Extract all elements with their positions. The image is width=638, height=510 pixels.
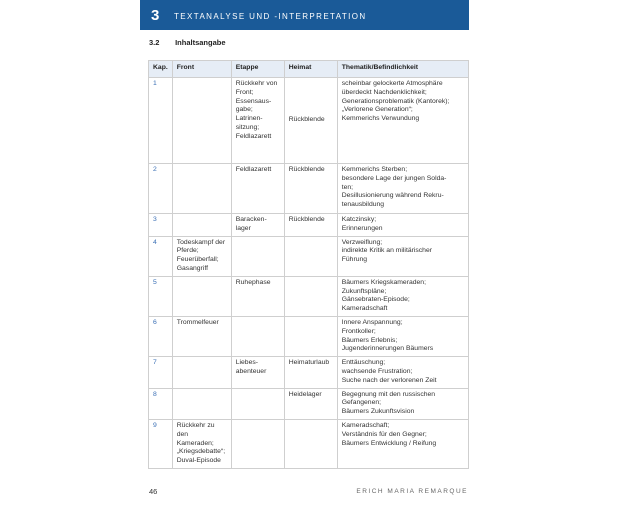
- column-header-kap: Kap.: [149, 61, 173, 78]
- cell-etappe: [231, 419, 284, 468]
- chapter-title: TEXTANALYSE UND -INTERPRETATION: [174, 12, 367, 21]
- cell-etappe: Ruhephase: [231, 276, 284, 316]
- table-row: [149, 419, 469, 468]
- cell-heimat: [284, 316, 337, 356]
- content-table: [148, 60, 469, 469]
- cell-heimat: Rückblende: [284, 214, 337, 237]
- cell-heimat: [284, 236, 337, 276]
- cell-kap: 1: [149, 78, 173, 164]
- cell-thematik: Verzweiflung; indirekte Kritik an militärischer Führung: [337, 236, 468, 276]
- footer-author: ERICH MARIA REMARQUE: [356, 488, 468, 495]
- cell-front: [172, 388, 231, 419]
- cell-kap: 3: [149, 214, 173, 237]
- cell-thematik: Bäumers Kriegskameraden; Zukunftspläne; Gänsebraten-Episode; Kameradschaft: [337, 276, 468, 316]
- cell-front: [172, 164, 231, 214]
- column-header-heimat: Heimat: [284, 61, 337, 78]
- cell-front: Todeskampf der Pferde; Feuerüberfall; Gasangriff: [172, 236, 231, 276]
- cell-thematik: Kemmerichs Sterben; besondere Lage der jungen Solda- ten; Desillusionierung während Rekru- tenausbildung: [337, 164, 468, 214]
- cell-heimat: Rückblende: [284, 78, 337, 164]
- cell-thematik: Begegnung mit den russischen Gefangenen; Bäumers Zukunftsvision: [337, 388, 468, 419]
- cell-heimat: Rückblende: [284, 164, 337, 214]
- column-header-front: Front: [172, 61, 231, 78]
- cell-etappe: Liebes- abenteuer: [231, 357, 284, 388]
- cell-etappe: [231, 316, 284, 356]
- column-header-etappe: Etappe: [231, 61, 284, 78]
- table-header-row: [149, 61, 469, 78]
- table-row: [149, 164, 469, 214]
- table-row: [149, 276, 469, 316]
- cell-kap: 4: [149, 236, 173, 276]
- cell-front: Rückkehr zu den Kameraden; „Kriegsdebatte“; Duval-Episode: [172, 419, 231, 468]
- cell-heimat: [284, 419, 337, 468]
- cell-front: [172, 276, 231, 316]
- table-row: [149, 78, 469, 164]
- table-row: [149, 214, 469, 237]
- cell-kap: 6: [149, 316, 173, 356]
- cell-etappe: [231, 236, 284, 276]
- chapter-number: 3: [151, 7, 160, 24]
- cell-kap: 7: [149, 357, 173, 388]
- cell-front: [172, 214, 231, 237]
- cell-thematik: Enttäuschung; wachsende Frustration; Suche nach der verlorenen Zeit: [337, 357, 468, 388]
- cell-heimat: Heimaturlaub: [284, 357, 337, 388]
- cell-kap: 8: [149, 388, 173, 419]
- cell-thematik: Kameradschaft; Verständnis für den Gegner; Bäumers Entwicklung / Reifung: [337, 419, 468, 468]
- chapter-header-bar: [140, 0, 469, 30]
- column-header-thematik: Thematik/Befindlichkeit: [337, 61, 468, 78]
- section-number: 3.2: [149, 38, 160, 47]
- cell-etappe: [231, 388, 284, 419]
- cell-kap: 2: [149, 164, 173, 214]
- section-heading: [149, 38, 226, 47]
- cell-etappe: Rückkehr von Front; Essensaus- gabe; Latrinen- sitzung; Feldlazarett: [231, 78, 284, 164]
- section-title: Inhaltsangabe: [175, 38, 226, 47]
- table-row: [149, 316, 469, 356]
- cell-front: Trommelfeuer: [172, 316, 231, 356]
- table-row: [149, 357, 469, 388]
- page-number: 46: [149, 487, 158, 496]
- cell-heimat: [284, 276, 337, 316]
- cell-heimat: Heidelager: [284, 388, 337, 419]
- table-row: [149, 236, 469, 276]
- cell-thematik: scheinbar gelockerte Atmosphäre überdeckt Nachdenklichkeit; Generationsproblematik (Kantorek); „Verlorene Generation“; Kemmerichs Verwundung: [337, 78, 468, 164]
- cell-kap: 5: [149, 276, 173, 316]
- cell-etappe: Baracken- lager: [231, 214, 284, 237]
- cell-kap: 9: [149, 419, 173, 468]
- cell-front: [172, 357, 231, 388]
- cell-thematik: Katczinsky; Erinnerungen: [337, 214, 468, 237]
- cell-etappe: Feldlazarett: [231, 164, 284, 214]
- cell-thematik: Innere Anspannung; Frontkoller; Bäumers Erlebnis; Jugenderinnerungen Bäumers: [337, 316, 468, 356]
- table-row: [149, 388, 469, 419]
- cell-front: [172, 78, 231, 164]
